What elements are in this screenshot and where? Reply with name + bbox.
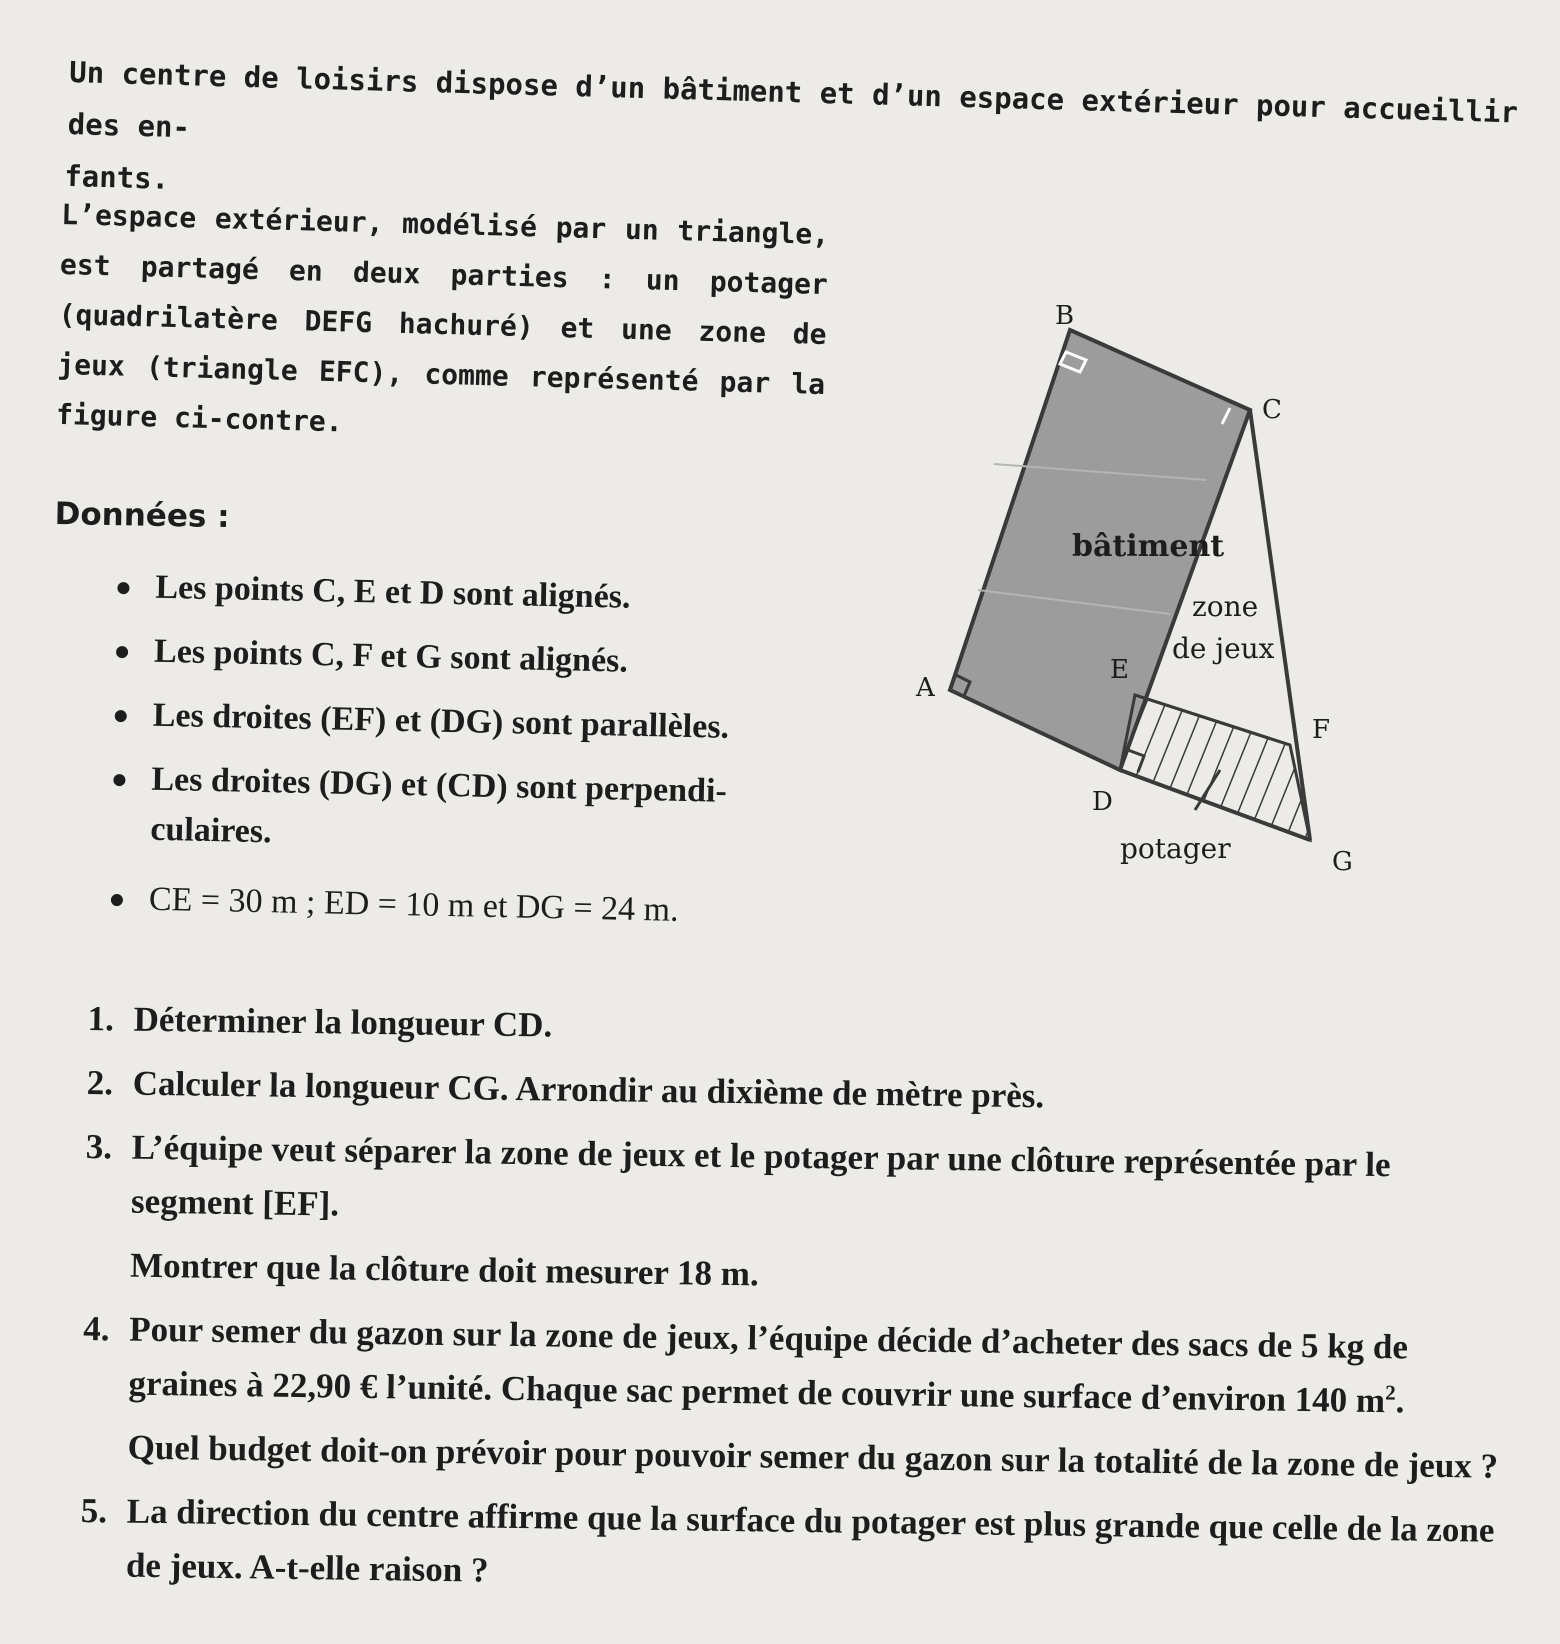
question-subtext: Quel budget doit-on prévoir pour pouvoir semer du gazon sur la totalité de la zone de jeux ? bbox=[127, 1427, 1499, 1486]
question-item bbox=[84, 1120, 1506, 1312]
intro-line-1: Un centre de loisirs dispose d’un bâtiment et d’un espace extérieur pour accueillir des en- bbox=[67, 54, 1519, 145]
question-text: Déterminer la longueur CD. bbox=[133, 999, 553, 1045]
question-number: 3. bbox=[85, 1126, 113, 1167]
question-text-end: . bbox=[1395, 1381, 1405, 1421]
donnee-item: Les points C, F et G sont alignés. bbox=[116, 626, 817, 691]
question-item bbox=[86, 1056, 1507, 1130]
label-A: A bbox=[916, 673, 935, 703]
question-text: La direction du centre affirme que la surface du potager est plus grande que celle de la zone de jeux. A-t-elle raison ? bbox=[125, 1491, 1495, 1590]
label-building: bâtiment bbox=[1072, 529, 1225, 564]
question-item bbox=[81, 1302, 1503, 1494]
intro-line-2: fants. bbox=[63, 158, 170, 196]
question-text: L’équipe veut séparer la zone de jeux et le potager par une clôture représentée par le segment [EF]. bbox=[130, 1127, 1391, 1224]
question-item bbox=[87, 992, 1508, 1066]
question-number: 5. bbox=[80, 1490, 108, 1531]
donnee-item: Les points C, E et D sont alignés. bbox=[117, 562, 818, 627]
question-number: 2. bbox=[86, 1062, 114, 1103]
question-text: Pour semer du gazon sur la zone de jeux, l’équipe décide d’acheter des sacs de 5 kg de graines à 22,90 € l’unité. Chaque sac permet de couvrir une surface d’environ 140 m bbox=[128, 1309, 1409, 1421]
geometry-figure bbox=[916, 300, 1480, 940]
donnee-item: Les droites (EF) et (DG) sont parallèles. bbox=[114, 690, 815, 755]
donnees-list bbox=[110, 562, 818, 953]
donnee-item: CE = 30 m ; ED = 10 m et DG = 24 m. bbox=[110, 874, 811, 939]
label-zone-line2: de jeux bbox=[1172, 632, 1275, 665]
donnee-item: Les droites (DG) et (CD) sont perpendi-culaires. bbox=[112, 754, 814, 869]
questions-list bbox=[79, 992, 1507, 1622]
label-F: F bbox=[1312, 715, 1331, 745]
label-G: G bbox=[1332, 847, 1353, 877]
garden-hatched-area bbox=[1120, 695, 1310, 840]
exponent: 2 bbox=[1385, 1380, 1396, 1405]
question-number: 1. bbox=[87, 998, 115, 1039]
question-item bbox=[80, 1484, 1501, 1612]
question-number: 4. bbox=[83, 1308, 110, 1349]
label-E: E bbox=[1110, 655, 1129, 685]
description-paragraph: L’espace extérieur, modélisé par un triangle, est partagé en deux parties : un potager (quadrilatère DEFG hachuré) et une zone de jeux (triangle EFC), comme représenté par la figure ci-contre. bbox=[55, 197, 830, 439]
label-C: C bbox=[1262, 395, 1282, 425]
donnees-heading: Données : bbox=[54, 496, 230, 536]
question-subtext: Montrer que la clôture doit mesurer 18 m. bbox=[129, 1245, 760, 1294]
label-B: B bbox=[1055, 301, 1075, 331]
label-garden: potager bbox=[1120, 832, 1231, 865]
label-zone-line1: zone bbox=[1192, 590, 1259, 623]
label-D: D bbox=[1092, 787, 1113, 817]
question-text: Calculer la longueur CG. Arrondir au dixième de mètre près. bbox=[132, 1063, 1045, 1116]
